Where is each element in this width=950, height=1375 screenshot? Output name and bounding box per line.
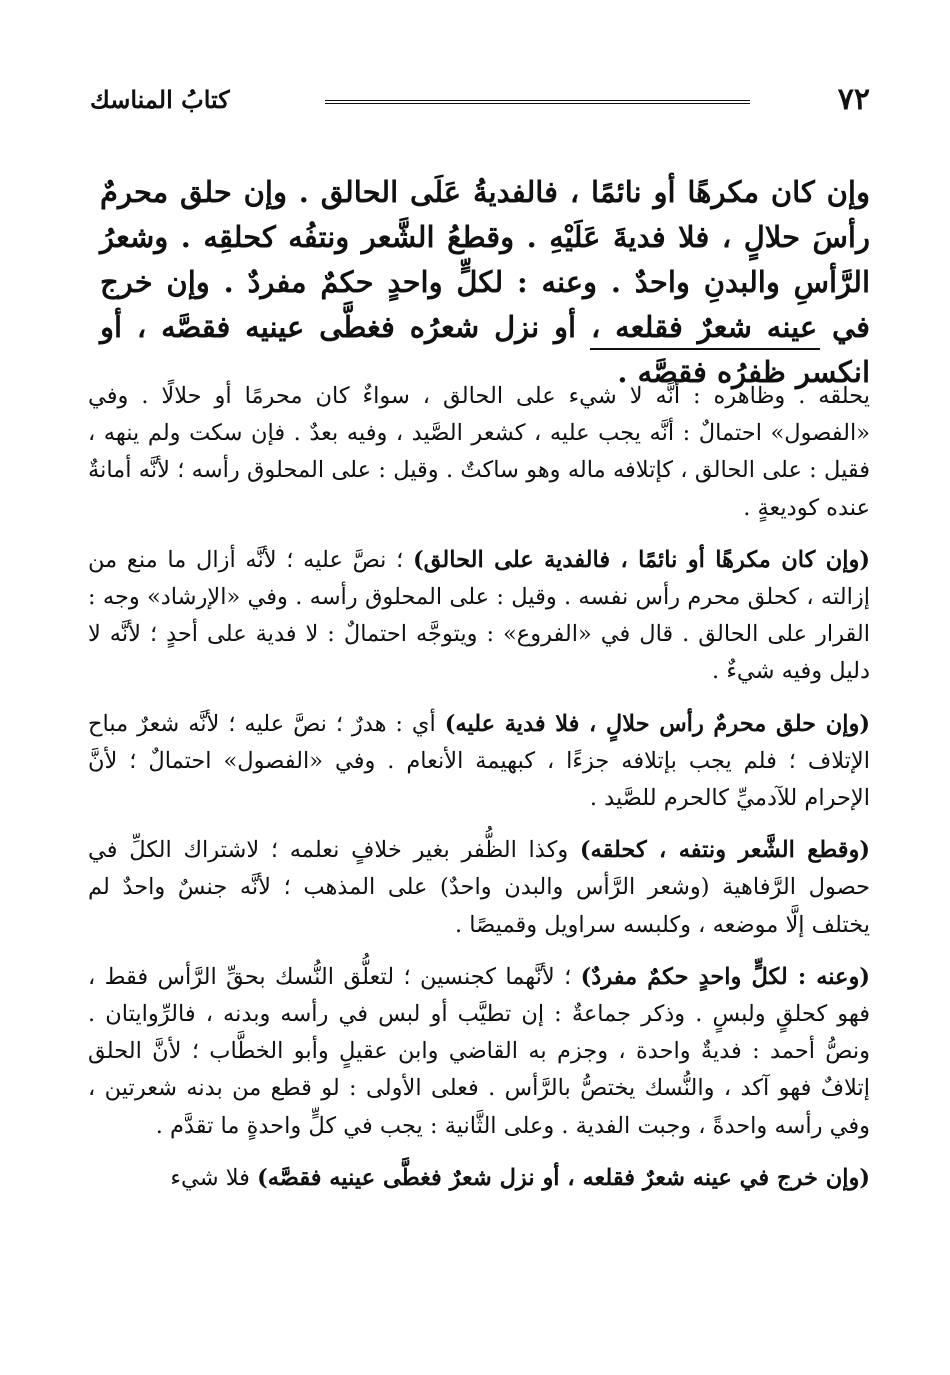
paragraph-text: ؛ نصَّ عليه ؛ لأنَّه أزال ما منع من إزالته ، كحلق محرم رأس نفسه . وقيل : على المحلوق رأسه . وفي «الإرشاد» وجه : القرار على الحالق . قال في «الفروع» : ويتوجَّه احتمالٌ : لا فدية على أحدٍ ؛ لأنَّه لا دليل وفيه شيءٌ . <box>88 546 870 685</box>
main-text: وإن كان مكرهًا أو نائمًا ، فالفديةُ عَلَى الحالق . وإن حلق محرمٌ رأسَ حلالٍ ، فلا فديةَ عَلَيْهِ . وقطعُ الشَّعر ونتفُه كحلقِه . وشعرُ الرَّأسِ والبدنِ واحدٌ . وعنه : لكلٍّ واحدٍ حكمٌ مفردٌ . وإن خرج في عينه شعرٌ فقلعه ، أو نزل شعرُه فغطَّى عينيه فقصَّه ، أو انكسر ظفرُه فقصَّه . <box>100 175 870 389</box>
separator-rule <box>590 348 820 350</box>
quoted-lead: (وإن حلق محرمٌ رأس حلالٍ ، فلا فدية عليه) <box>444 710 870 737</box>
commentary <box>88 378 870 1212</box>
quoted-lead: (وقطع الشَّعر ونتفه ، كحلقه) <box>579 837 870 864</box>
page-number: ٧٢ <box>837 82 870 117</box>
page-header <box>90 82 870 122</box>
commentary-paragraph <box>88 1160 870 1197</box>
commentary-paragraph <box>88 378 870 527</box>
paragraph-text: ؛ لأنَّهما كجنسين ؛ لتعلُّق النُّسك بحقِّ الرَّأس فقط ، فهو كحلقٍ ولبسٍ . وذكر جماعةٌ : إن تطيَّب أو لبس في رأسه وبدنه ، فالرِّوايتان . ونصُّ أحمد : فديةٌ واحدة ، وجزم به القاضي وابن عقيلٍ وأبو الخطَّاب ؛ لأنَّ الحلق إتلافٌ فهو آكد ، والنُّسك يختصُّ بالرَّأس . فعلى الأولى : لو قطع من بدنه شعرتين ، وفي رأسه واحدةً ، وجبت الفدية . وعلى الثَّانية : يجب في كلٍّ واحدةٍ ما تقدَّم . <box>88 963 870 1139</box>
commentary-paragraph <box>88 959 870 1145</box>
commentary-paragraph <box>88 832 870 944</box>
header-rule <box>325 100 750 104</box>
quoted-lead: (وإن كان مكرهًا أو نائمًا ، فالفدية على الحالق) <box>412 546 870 573</box>
paragraph-text: فلا شيء <box>170 1164 258 1191</box>
commentary-paragraph <box>88 542 870 691</box>
commentary-paragraph <box>88 706 870 818</box>
paragraph-text: يحلقه . وظاهره : أنَّه لا شيء على الحالق ، سواءٌ كان محرمًا أو حلالًا . وفي «الفصول» احتمالٌ : أنَّه يجب عليه ، كشعر الصَّيد ، وفيه بعدٌ . فإن سكت ولم ينهه ، فقيل : على الحالق ، كإتلافه ماله وهو ساكتٌ . وقيل : على المحلوق رأسه ؛ لأنَّه أمانةٌ عنده كوديعةٍ . <box>88 383 870 521</box>
quoted-lead: (وعنه : لكلٍّ واحدٍ حكمٌ مفردٌ) <box>580 963 870 990</box>
paragraph-text: وكذا الظُّفر بغير خلافٍ نعلمه ؛ لاشتراك الكلِّ في حصول الرَّفاهية (وشعر الرَّأس والبدن واحدٌ) على المذهب ؛ لأنَّه جنسٌ واحدٌ لم يختلف إلَّا موضعه ، وكلبسه سراويل وقميصًا . <box>88 837 870 938</box>
quoted-lead: (وإن خرج في عينه شعرٌ فقلعه ، أو نزل شعرٌ فغطَّى عينيه فقصَّه) <box>257 1164 870 1191</box>
paragraph-text: أي : هدرٌ ؛ نصَّ عليه ؛ لأنَّه شعرٌ مباح الإتلاف ؛ فلم يجب بإتلافه جزءًا ، كبهيمة الأنعام . وفي «الفصول» احتمالٌ ؛ لأنَّ الإحرام للآدميِّ كالحرم للصَّيد . <box>88 710 870 812</box>
running-title: كتابُ المناسك <box>90 85 230 114</box>
